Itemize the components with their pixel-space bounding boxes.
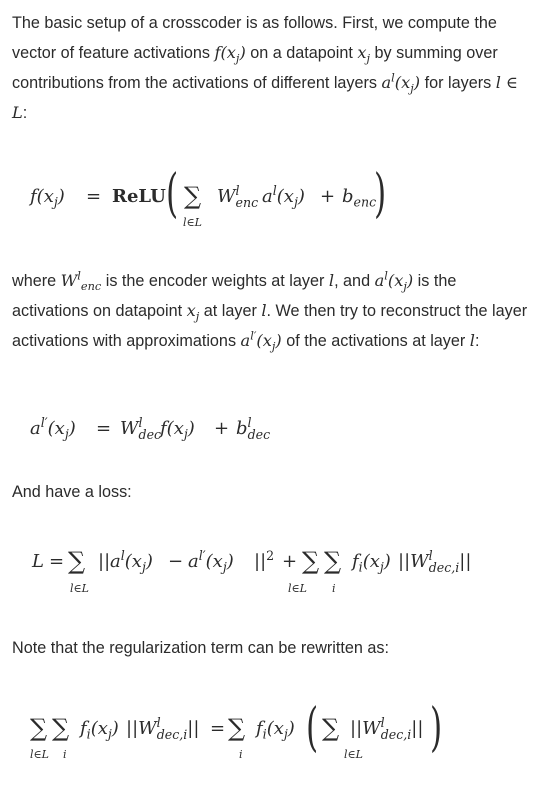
eq4-fi-xj: $f_i(x_j)$ <box>80 718 119 742</box>
equation-decoder <box>30 414 330 454</box>
intro-text-4: for layers <box>424 74 492 92</box>
eq3-sum-2: ∑ <box>302 547 320 575</box>
eq3-equals: = <box>49 551 65 572</box>
eq3-sum-3-subscript: i <box>332 582 336 595</box>
eq4-sum-4: ∑ <box>322 714 340 742</box>
intro-text-1: The basic setup of a crosscoder is as follows. First, we compute the vector of feature activations <box>12 14 497 62</box>
inline-math-xj: $x_j$ <box>357 43 371 66</box>
eq3-fi-xj: $f_i(x_j)$ <box>352 551 391 575</box>
where-text-4: is the activations on datapoint <box>12 272 457 320</box>
eq4-left-paren: ( <box>306 698 319 758</box>
inline-math-l: l <box>328 271 335 290</box>
inline-math-W-enc: $W^l_{enc}$ <box>60 268 102 294</box>
eq1-plus: + <box>320 186 336 207</box>
eq1-W-enc: $W^l_{enc}$ <box>217 183 259 210</box>
eq4-norm-W-dec-i-2: $||W^l_{dec,i}||$ <box>350 715 424 742</box>
where-text-2: is the encoder weights at layer <box>105 272 325 290</box>
inline-math-l-3: l <box>469 331 475 350</box>
inline-math-al-xj: $a^l(x_j)$ <box>381 70 421 96</box>
eq3-al-xj: $a^l(x_j)$ <box>110 548 153 575</box>
eq3-norm-close-sq: $||^2$ <box>254 548 275 572</box>
intro-paragraph: The basic setup of a crosscoder is as follows. First, we compute the vector of feature activations $f(x_j)$ on a datapoint $x_j$ by summing over contributions from the activations of different layers $a^l(x_j)$ for layers l ∈ L: <box>12 14 519 122</box>
equation-loss <box>32 545 502 605</box>
inline-math-f-xj: $f(x_j)$ <box>214 43 246 66</box>
where-text-1: where <box>12 272 57 290</box>
where-text-7: of the activations at layer <box>286 332 466 350</box>
eq1-left-paren: ( <box>166 164 179 224</box>
eq4-sum-3-subscript: i <box>239 748 243 761</box>
eq3-norm-W-dec-i: $||W^l_{dec,i}||$ <box>398 548 472 575</box>
eq3-sum-2-subscript: l∈L <box>288 582 307 595</box>
eq4-equals: = <box>210 718 226 739</box>
inline-math-al-xj-2: $a^l(x_j)$ <box>374 268 414 294</box>
eq2-b-dec: $b^l_{dec}$ <box>236 415 271 442</box>
eq4-sum-4-subscript: l∈L <box>344 748 363 761</box>
eq4-sum-1: ∑ <box>30 714 48 742</box>
where-text-6: . We then try to reconstruct the layer activations with approximations <box>12 302 528 350</box>
eq1-sum-subscript: l∈L <box>183 216 202 229</box>
eq1-equals: = <box>86 186 102 207</box>
where-text-3: , and <box>334 272 371 290</box>
eq4-sum-3: ∑ <box>228 714 246 742</box>
eq1-f-xj: $f(x_j)$ <box>30 186 65 210</box>
eq3-L: L <box>32 551 44 572</box>
inline-math-l-in-L: l ∈ L <box>12 73 519 122</box>
equation-encoder <box>30 164 450 244</box>
eq1-relu: ReLU <box>112 186 166 207</box>
equation-regularization <box>30 698 470 776</box>
eq3-norm-open: || <box>98 551 111 572</box>
eq4-fi-xj-2: $f_i(x_j)$ <box>256 718 295 742</box>
eq4-sum-2-subscript: i <box>63 748 67 761</box>
intro-text-3: by summing over contributions from the activations of different layers <box>12 44 498 92</box>
inline-math-l-2: l <box>261 301 267 320</box>
eq3-sum-1-subscript: l∈L <box>70 582 89 595</box>
eq3-sum-1: ∑ <box>68 547 86 575</box>
eq4-norm-W-dec-i: $||W^l_{dec,i}||$ <box>126 715 200 742</box>
eq2-f-xj: $f(x_j)$ <box>160 418 195 442</box>
where-text-5: at layer <box>203 302 257 320</box>
inline-math-xj-2: $x_j$ <box>186 301 200 324</box>
eq4-sum-1-subscript: l∈L <box>30 748 49 761</box>
eq1-sum: ∑ <box>184 182 202 210</box>
eq1-b-enc: $b_{enc}$ <box>342 186 377 210</box>
intro-text-2: on a datapoint <box>250 44 353 62</box>
eq2-equals: = <box>96 418 112 439</box>
eq4-right-paren: ) <box>430 698 443 758</box>
regularization-intro: Note that the regularization term can be rewritten as: <box>12 639 389 657</box>
eq2-plus: + <box>214 418 230 439</box>
where-paragraph: where $W^l_{enc}$ is the encoder weights at layer l, and $a^l(x_j)$ is the activations on datapoint $x_j$ at layer l. We then try to reconstruct the layer activations with approximations $a^{l'}(x_j)$ of the activations at layer l: <box>12 268 528 354</box>
eq1-right-paren: ) <box>374 164 387 224</box>
eq4-sum-2: ∑ <box>52 714 70 742</box>
eq3-sum-3: ∑ <box>324 547 342 575</box>
eq3-al-prime-xj: $a^{l'}(x_j)$ <box>188 548 234 575</box>
loss-intro: And have a loss: <box>12 483 132 501</box>
eq2-W-dec: $W^l_{dec}$ <box>120 415 162 442</box>
eq3-minus: − <box>168 551 184 572</box>
inline-math-al-prime-xj: $a^{l'}(x_j)$ <box>240 328 282 354</box>
eq3-plus: + <box>282 551 298 572</box>
eq1-al-xj: $a^l(x_j)$ <box>262 183 305 210</box>
eq2-al-prime-xj: $a^{l'}(x_j)$ <box>30 415 76 442</box>
